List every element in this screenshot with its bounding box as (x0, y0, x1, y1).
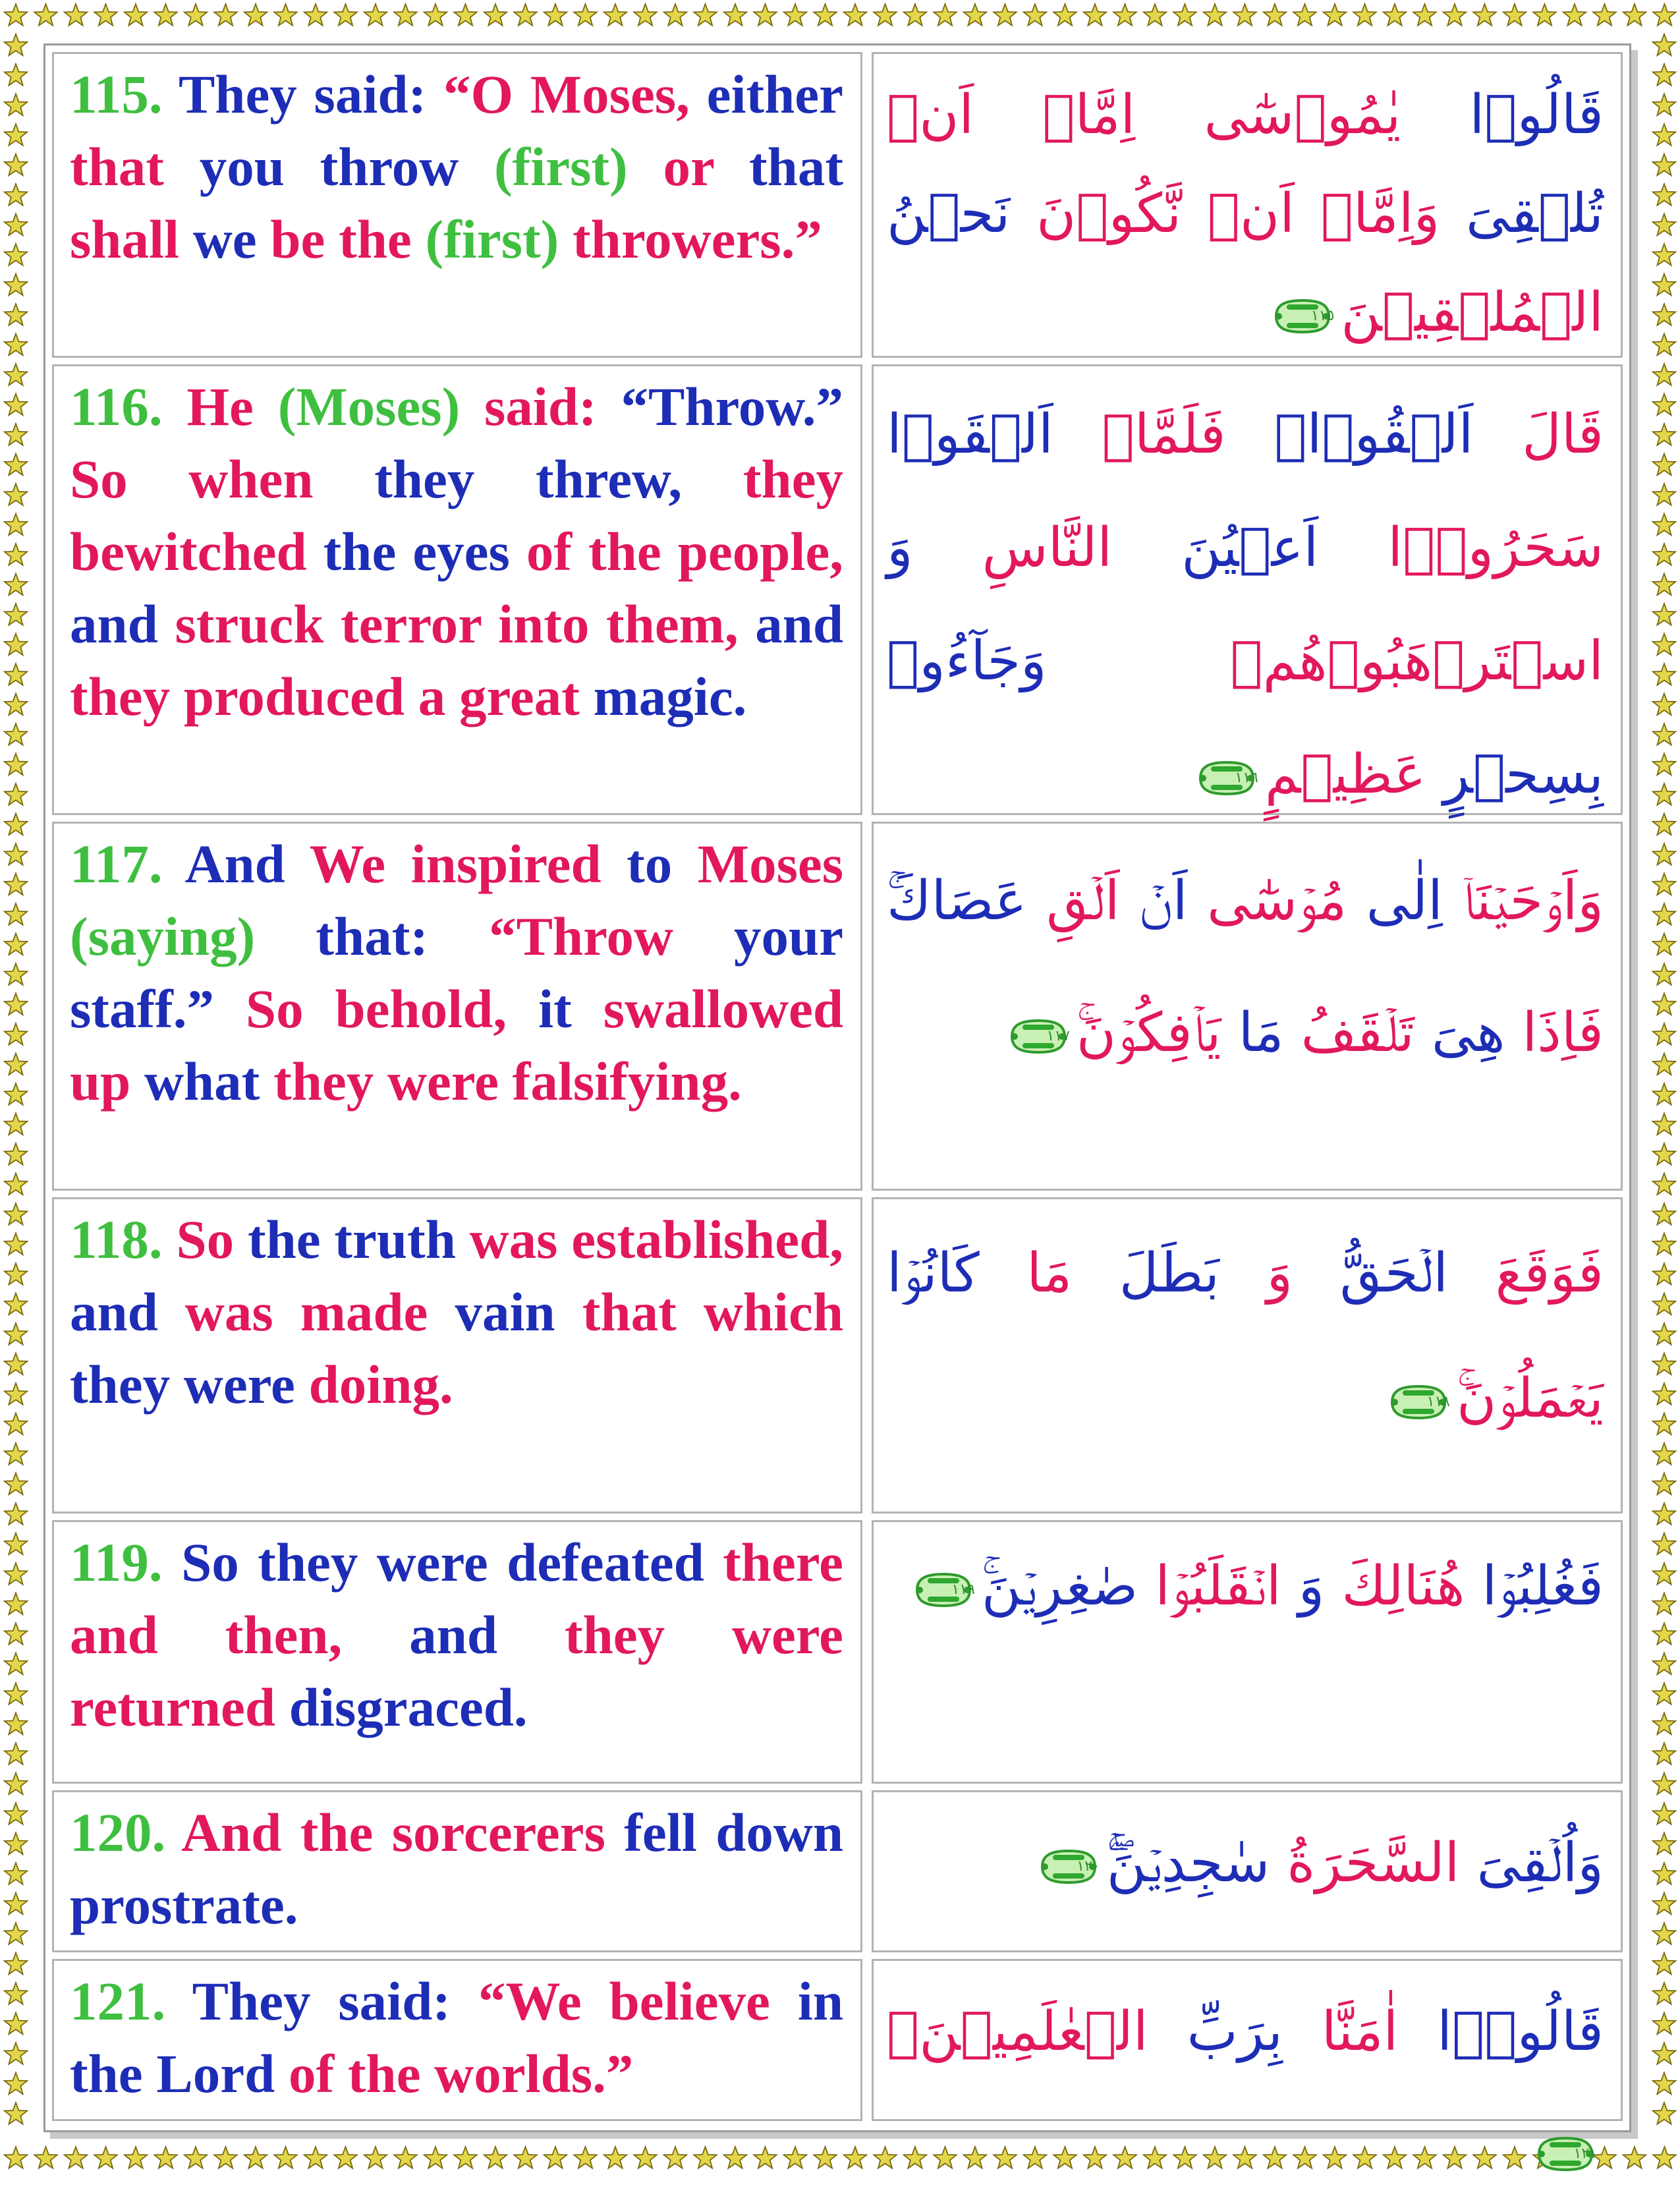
text-segment: there and then, (70, 1532, 843, 1665)
arabic-cell (872, 1520, 1623, 1784)
arabic-cell (872, 1197, 1623, 1514)
text-segment: 115. (70, 64, 179, 125)
verse-end-marker-icon: ١١٩ (912, 1569, 975, 1611)
text-segment: (saying) (70, 906, 316, 967)
text-segment: (first) (493, 136, 663, 197)
text-segment: اِمَّاۤ اَنۡ (887, 84, 1136, 146)
text-segment: اَنۡ (1119, 870, 1188, 932)
translation-text (70, 1526, 843, 1743)
text-segment: you throw (199, 136, 494, 197)
text-segment: الۡحَقُّ (1293, 1242, 1449, 1305)
translation-cell (52, 1959, 862, 2121)
text-segment: مَا (979, 1242, 1073, 1305)
verse-row-121 (52, 1959, 1623, 2162)
text-segment: فَغُلِبُوۡا (1465, 1555, 1604, 1618)
arabic-cell (872, 52, 1623, 358)
text-segment: يَعۡمَلُوۡنَ‌ۚ (1457, 1367, 1604, 1430)
text-segment: بِسِحۡرٍ (1426, 743, 1604, 806)
translation-cell (52, 1520, 862, 1784)
text-segment: they produced a great (70, 666, 594, 727)
text-segment: So they were defeated (181, 1532, 723, 1593)
text-segment: “We believe (478, 1971, 798, 2031)
text-segment: So behold, (245, 978, 539, 1039)
text-segment: be the (270, 209, 426, 269)
text-segment: يٰمُوۡسٰٓى (1135, 84, 1401, 146)
text-segment: الۡمُلۡقِيۡنَ (1341, 281, 1604, 344)
verse-end-marker-icon: ١١٥ (1271, 295, 1334, 337)
text-segment: وَ (887, 517, 913, 579)
text-segment: 116. (70, 376, 187, 437)
text-segment: of the people, (526, 521, 844, 582)
text-segment: they were (70, 1354, 309, 1415)
text-segment: انۡقَلَبُوۡا (1138, 1555, 1281, 1618)
verse-row-116 (52, 364, 1623, 815)
text-segment: الۡعٰلَمِيۡنَۙ (887, 2000, 1148, 2063)
text-segment: 119. (70, 1532, 182, 1593)
text-segment: مُوۡسٰٓى (1187, 870, 1347, 932)
text-segment: So (176, 1209, 248, 1270)
text-segment: what (144, 1051, 274, 1112)
arabic-text (887, 1973, 1604, 2210)
text-segment: اِلٰى (1347, 870, 1443, 932)
text-segment: عَصَاكَ‌ۚ (887, 870, 1027, 932)
text-segment: 118. (70, 1209, 177, 1270)
text-segment: صٰغِرِيۡنَ‌ۚ (981, 1555, 1138, 1618)
text-segment: was made (184, 1282, 455, 1342)
text-segment: they threw, (374, 449, 743, 509)
text-segment: of the worlds.” (289, 2043, 634, 2104)
text-segment: مَا (1221, 1002, 1284, 1064)
translation-cell (52, 364, 862, 815)
verse-row-119 (52, 1520, 1623, 1784)
text-segment: Moses (697, 834, 844, 894)
text-segment: said: (484, 376, 621, 437)
text-segment: يَاۡفِكُوۡنَ‌ۚ (1076, 1002, 1221, 1064)
verse-row-117 (52, 822, 1623, 1191)
text-segment: or (663, 136, 750, 197)
text-segment: and (70, 594, 175, 654)
text-segment: either (706, 64, 843, 125)
text-segment: اٰمَنَّا (1282, 2000, 1399, 2063)
text-segment: سٰجِدِيۡنَ‌ۚ‌ۖ (1106, 1832, 1270, 1894)
text-segment: 121. (70, 1971, 192, 2031)
text-segment: قَالُوۡا (1401, 84, 1604, 146)
text-segment: وَاُلۡقِىَ (1459, 1832, 1604, 1894)
text-segment: that which (582, 1282, 843, 1342)
text-segment: So when (70, 449, 375, 509)
text-segment: swallowed up (70, 978, 844, 1112)
text-segment: وَاِمَّاۤ اَنۡ (1181, 183, 1440, 245)
text-segment: بِرَبِّ (1148, 2000, 1283, 2063)
translation-text (70, 1796, 843, 1941)
text-segment: 120. (70, 1802, 182, 1863)
text-segment: in the Lord (70, 1971, 843, 2104)
text-segment: We inspired (309, 834, 627, 894)
text-segment: 117. (70, 834, 185, 894)
translation-cell (52, 822, 862, 1191)
text-segment: and (755, 594, 844, 654)
verse-row-120 (52, 1790, 1623, 1952)
text-segment: And (184, 834, 310, 894)
text-segment: they were returned (70, 1604, 843, 1738)
arabic-text (887, 1211, 1604, 1461)
text-segment: وَ (1281, 1555, 1325, 1618)
text-segment: shall (70, 209, 193, 269)
text-segment: vain (455, 1282, 582, 1342)
translation-cell (52, 52, 862, 358)
text-segment: disgraced. (289, 1677, 528, 1738)
text-segment: And (181, 1802, 300, 1863)
translation-cell (52, 1197, 862, 1514)
text-segment: He (186, 376, 278, 437)
translation-text (70, 370, 843, 733)
verse-row-115 (52, 52, 1623, 358)
arabic-text (887, 66, 1604, 362)
text-segment: هِىَ (1414, 1002, 1505, 1064)
text-segment: اسۡتَرۡهَبُوۡهُمۡ (1046, 630, 1604, 693)
translation-text (70, 58, 843, 275)
text-segment: اَلۡقِ (1026, 870, 1120, 932)
text-segment: سَحَرُوۡۤا (1318, 517, 1604, 579)
text-segment: the eyes (323, 521, 526, 582)
text-segment: (first) (425, 209, 573, 269)
text-segment: وَاَوۡحَيۡنَاۤ (1442, 870, 1604, 932)
text-segment: it (538, 978, 603, 1039)
text-segment: they were falsifying. (273, 1051, 742, 1112)
text-segment: “Throw.” (621, 376, 843, 437)
text-segment: اَعۡيُنَ (1112, 517, 1319, 579)
text-segment: the truth (247, 1209, 470, 1270)
text-segment: They said: (178, 64, 443, 125)
text-segment: كَانُوۡا (887, 1242, 980, 1305)
text-segment: that (70, 136, 200, 197)
text-segment: تَلۡقَفُ (1283, 1002, 1414, 1064)
text-segment: قَالُوۡۤا (1398, 2000, 1604, 2063)
text-segment: and (409, 1604, 565, 1665)
text-segment: وَ (1219, 1242, 1293, 1305)
text-segment: فَلَمَّاۤ (1053, 403, 1226, 466)
translation-text (70, 1965, 843, 2110)
translation-text (70, 1203, 843, 1421)
text-segment: فَوَقَعَ (1448, 1242, 1604, 1305)
translation-text (70, 828, 843, 1118)
text-segment: was established, (469, 1209, 843, 1270)
text-segment: النَّاسِ (912, 517, 1113, 579)
arabic-text (887, 1534, 1604, 1639)
text-segment: “O Moses, (443, 64, 707, 125)
text-segment: (Moses) (277, 376, 485, 437)
text-segment: to (627, 834, 698, 894)
text-segment: نَّكُوۡنَ (1010, 183, 1182, 245)
text-segment: they bewitched (70, 449, 844, 582)
text-segment: magic. (593, 666, 747, 727)
verse-end-marker-icon: ١٢٠ (1037, 1846, 1100, 1888)
text-segment: and (70, 1282, 185, 1342)
text-segment: we (192, 209, 271, 269)
arabic-cell (872, 1790, 1623, 1952)
text-segment: هُنَالِكَ (1324, 1555, 1465, 1618)
text-segment: They said: (192, 1971, 478, 2031)
text-segment: throwers.” (573, 209, 822, 269)
text-segment: your staff.” (70, 906, 843, 1039)
text-segment: the sorcerers (300, 1802, 625, 1863)
text-segment: that (749, 136, 843, 197)
arabic-cell (872, 822, 1623, 1191)
arabic-cell (872, 364, 1623, 815)
text-segment: بَطَلَ (1072, 1242, 1219, 1305)
translation-cell (52, 1790, 862, 1952)
verse-end-marker-icon: ١٢١ (1534, 2133, 1597, 2175)
text-segment: عَظِيۡمٍ (1264, 743, 1426, 806)
text-segment: اَلۡقُوۡا‌ۚ (1225, 403, 1474, 466)
text-segment: فَاِذَا (1505, 1002, 1604, 1064)
text-segment: doing. (308, 1354, 453, 1415)
text-segment: وَجَآءُوۡ (887, 630, 1047, 693)
text-segment: السَّحَرَةُ (1270, 1832, 1460, 1894)
arabic-text (887, 1804, 1604, 1923)
arabic-cell (872, 1959, 1623, 2162)
arabic-text (887, 378, 1604, 832)
arabic-text (887, 836, 1604, 1099)
text-segment: fell down prostrate. (70, 1802, 844, 1935)
text-segment: اَلۡقَوۡا (887, 403, 1053, 466)
text-segment: that: (316, 906, 490, 967)
verse-end-marker-icon: ١١٨ (1387, 1381, 1450, 1423)
text-segment: “Throw (489, 906, 734, 967)
text-segment: نَحۡنُ (887, 183, 1011, 245)
verse-row-118 (52, 1197, 1623, 1514)
verse-end-marker-icon: ١١٧ (1007, 1015, 1070, 1058)
text-segment: struck terror into them, (175, 594, 756, 654)
text-segment: تُلۡقِىَ (1440, 183, 1604, 245)
verse-sheet (43, 43, 1631, 2162)
verse-end-marker-icon: ١١٦ (1195, 757, 1258, 799)
text-segment: قَالَ (1473, 403, 1604, 466)
